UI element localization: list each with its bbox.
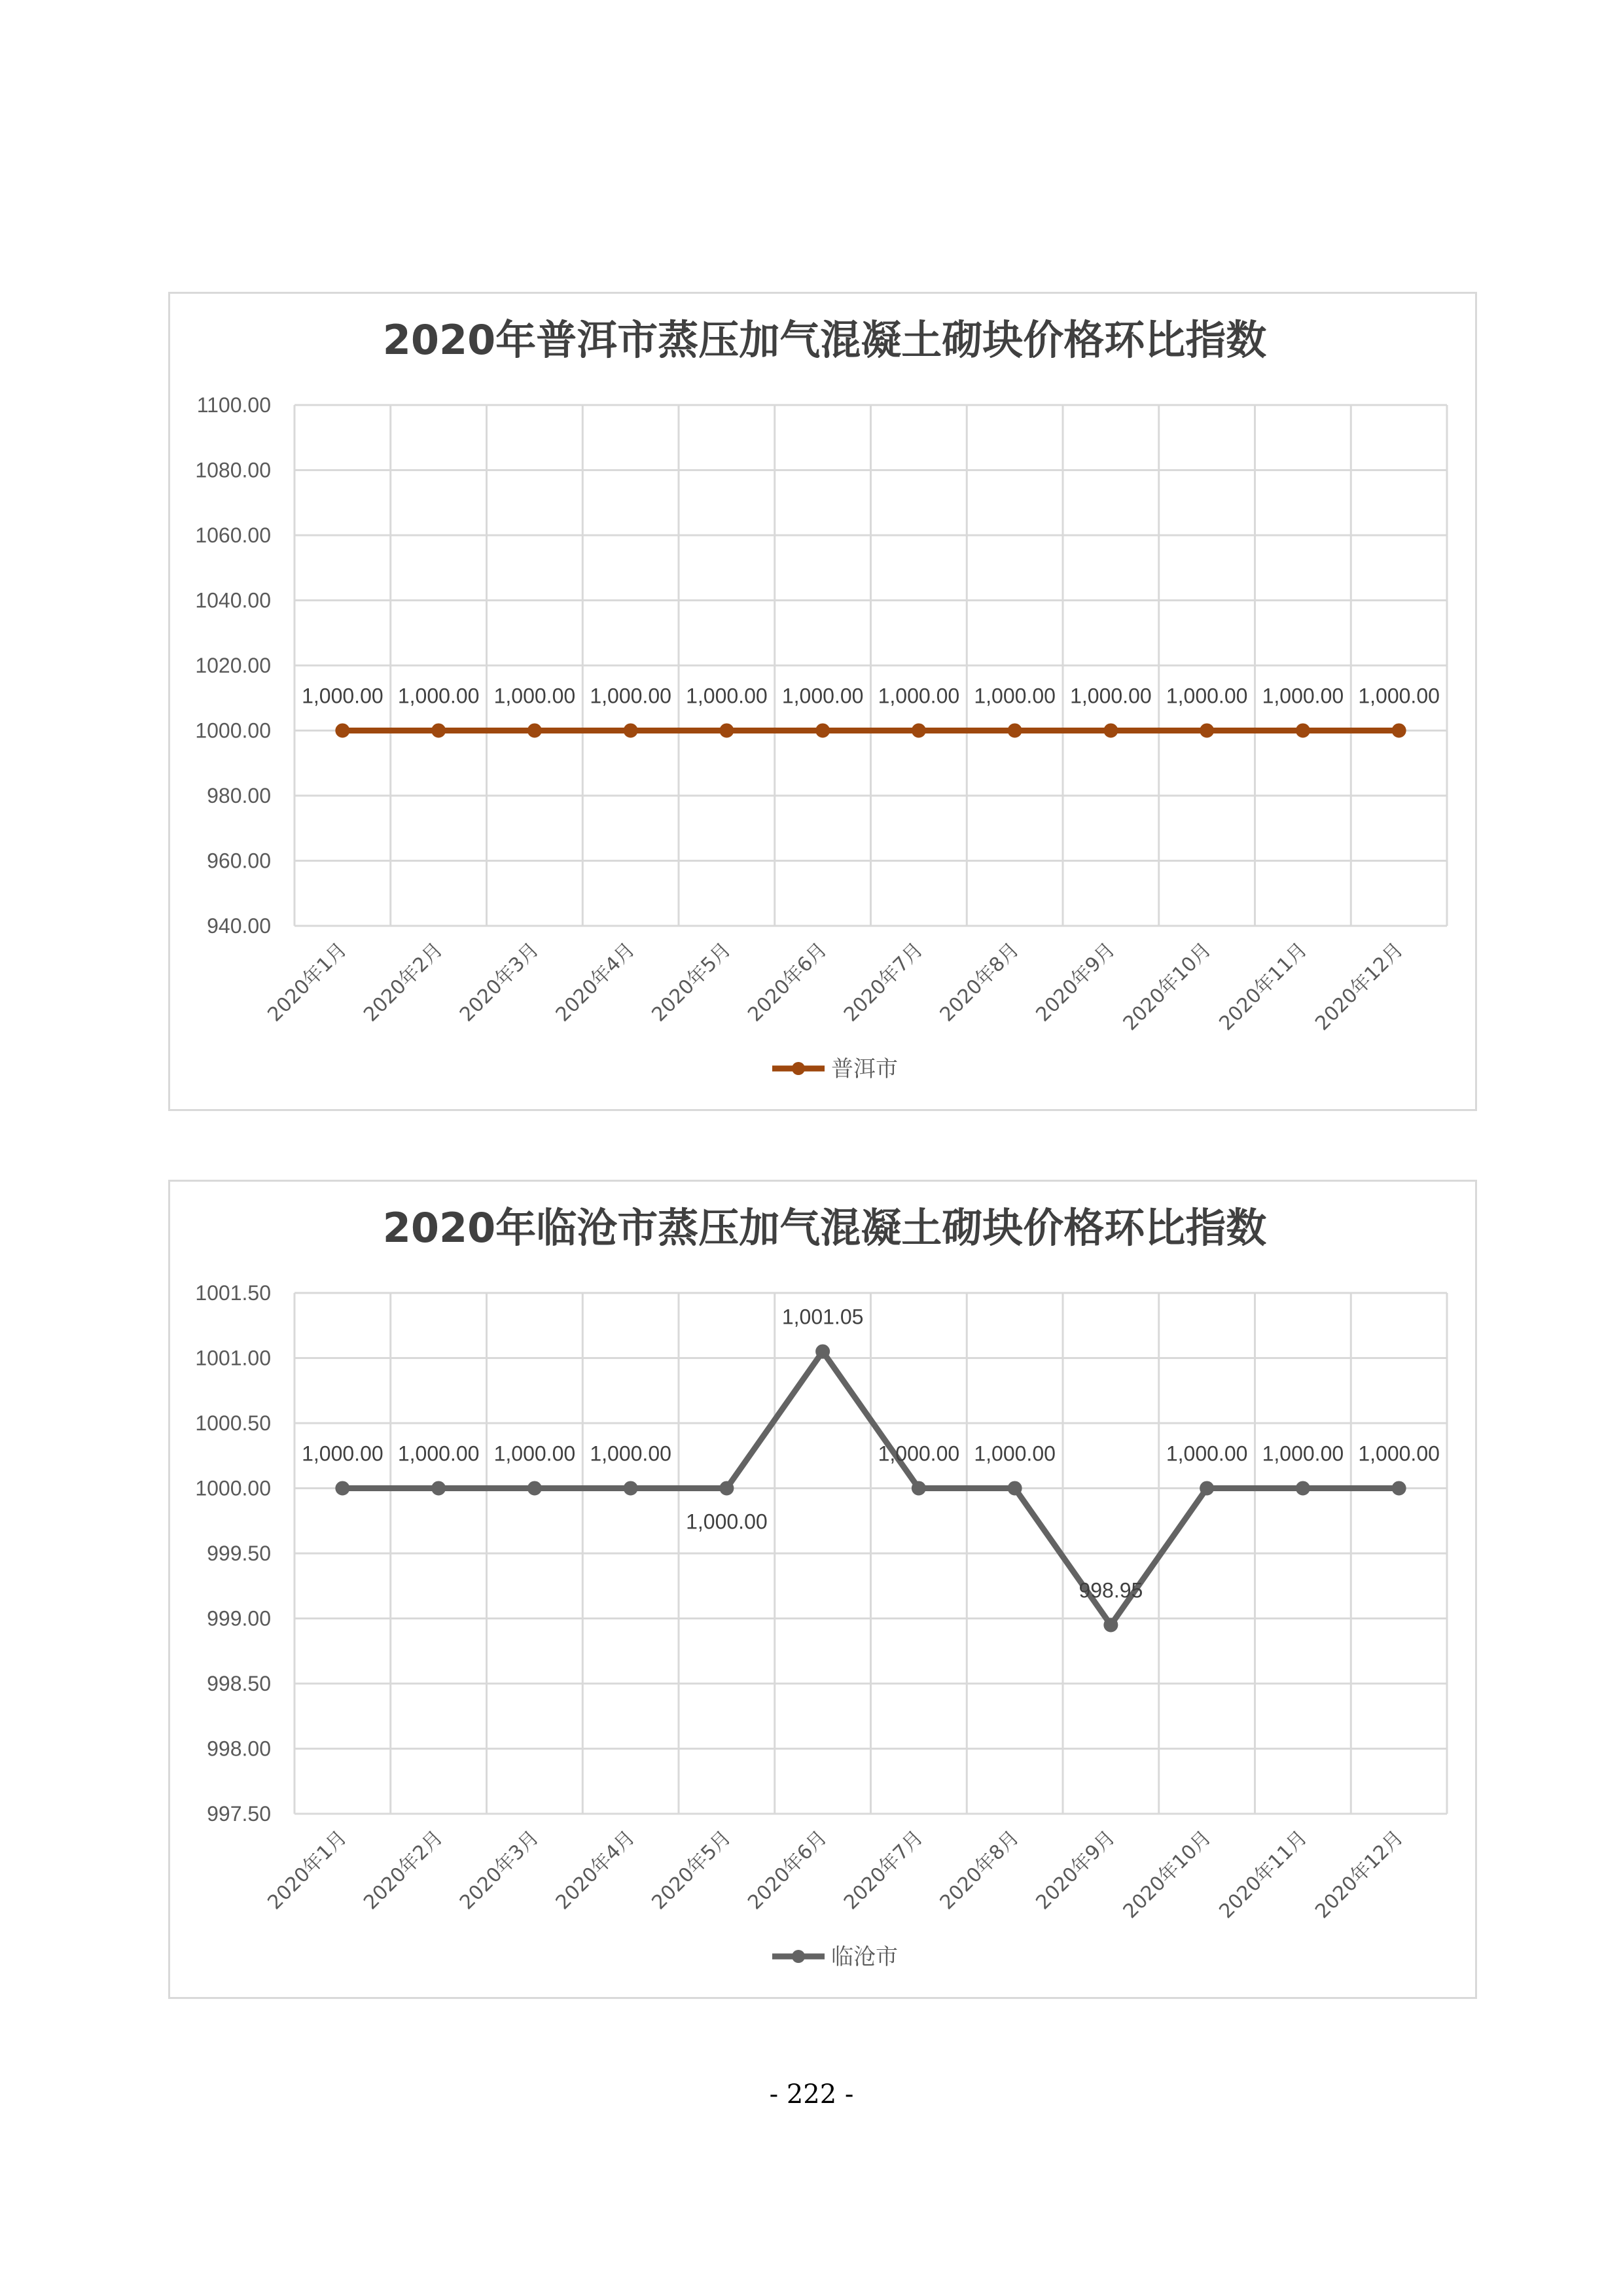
x-tick-label: 2020年2月 bbox=[359, 1826, 448, 1915]
data-point bbox=[432, 724, 445, 737]
data-point bbox=[624, 1482, 637, 1495]
chart-lincang-svg bbox=[170, 1182, 1479, 2001]
x-tick-label: 2020年4月 bbox=[551, 938, 640, 1027]
y-tick-label: 1060.00 bbox=[195, 523, 271, 547]
legend-marker bbox=[792, 1950, 805, 1963]
data-label: 1,000.00 bbox=[686, 684, 768, 708]
data-label: 1,000.00 bbox=[493, 1441, 576, 1466]
data-point bbox=[720, 1482, 733, 1495]
data-point bbox=[528, 1482, 541, 1495]
data-label: 1,000.00 bbox=[302, 1441, 383, 1466]
data-point bbox=[816, 1345, 829, 1358]
data-label: 1,000.00 bbox=[781, 684, 864, 708]
data-point bbox=[1296, 1482, 1310, 1495]
data-label: 1,000.00 bbox=[686, 1510, 768, 1534]
data-label: 1,000.00 bbox=[397, 1441, 480, 1466]
data-label: 1,000.00 bbox=[974, 684, 1056, 708]
data-point bbox=[336, 1482, 349, 1495]
data-label: 1,000.00 bbox=[974, 1441, 1056, 1466]
x-tick-label: 2020年7月 bbox=[839, 1826, 928, 1915]
data-point bbox=[1200, 724, 1213, 737]
data-label: 1,001.05 bbox=[781, 1305, 864, 1329]
y-tick-label: 1100.00 bbox=[196, 393, 271, 417]
x-tick-label: 2020年1月 bbox=[263, 938, 352, 1027]
data-point bbox=[336, 724, 349, 737]
x-tick-label: 2020年6月 bbox=[743, 938, 832, 1027]
x-tick-label: 2020年3月 bbox=[455, 1826, 544, 1915]
page-number: - 222 - bbox=[769, 2079, 854, 2110]
data-point bbox=[1104, 724, 1117, 737]
chart-puer bbox=[168, 292, 1477, 1111]
y-tick-label: 997.50 bbox=[207, 1802, 271, 1826]
x-tick-label: 2020年10月 bbox=[1118, 938, 1216, 1036]
data-label: 1,000.00 bbox=[1070, 684, 1152, 708]
y-tick-label: 1000.00 bbox=[195, 718, 271, 743]
y-tick-label: 1001.50 bbox=[195, 1281, 271, 1305]
x-tick-label: 2020年12月 bbox=[1311, 938, 1408, 1036]
legend-label: 临沧市 bbox=[831, 1944, 898, 1970]
data-label: 1,000.00 bbox=[878, 1441, 960, 1466]
y-tick-label: 999.00 bbox=[207, 1606, 271, 1631]
legend-marker bbox=[792, 1062, 805, 1075]
x-tick-label: 2020年7月 bbox=[839, 938, 928, 1027]
data-label: 1,000.00 bbox=[1262, 1441, 1344, 1466]
x-tick-label: 2020年9月 bbox=[1031, 938, 1120, 1027]
x-tick-label: 2020年2月 bbox=[359, 938, 448, 1027]
y-tick-label: 940.00 bbox=[207, 914, 271, 938]
x-tick-label: 2020年6月 bbox=[743, 1826, 832, 1915]
y-tick-label: 1040.00 bbox=[195, 588, 271, 612]
data-label: 998.95 bbox=[1079, 1578, 1143, 1602]
x-tick-label: 2020年5月 bbox=[647, 938, 736, 1027]
x-tick-label: 2020年5月 bbox=[647, 1826, 736, 1915]
chart-puer-svg bbox=[170, 294, 1479, 1113]
data-point bbox=[1008, 724, 1022, 737]
data-label: 1,000.00 bbox=[493, 684, 576, 708]
x-tick-label: 2020年10月 bbox=[1118, 1826, 1216, 1924]
x-tick-label: 2020年8月 bbox=[935, 1826, 1024, 1915]
data-point bbox=[1393, 724, 1406, 737]
x-tick-label: 2020年8月 bbox=[935, 938, 1024, 1027]
chart-lincang bbox=[168, 1180, 1477, 1999]
x-tick-label: 2020年4月 bbox=[551, 1826, 640, 1915]
data-point bbox=[816, 724, 829, 737]
x-tick-label: 2020年1月 bbox=[263, 1826, 352, 1915]
x-tick-label: 2020年12月 bbox=[1311, 1826, 1408, 1924]
data-point bbox=[1200, 1482, 1213, 1495]
data-label: 1,000.00 bbox=[590, 1441, 671, 1466]
data-label: 1,000.00 bbox=[590, 684, 671, 708]
data-point bbox=[1296, 724, 1310, 737]
y-tick-label: 1020.00 bbox=[195, 654, 271, 677]
data-point bbox=[1008, 1482, 1022, 1495]
y-tick-label: 998.50 bbox=[207, 1672, 271, 1695]
x-tick-label: 2020年3月 bbox=[455, 938, 544, 1027]
chart-title: 2020年临沧市蒸压加气混凝土砌块价格环比指数 bbox=[382, 1204, 1267, 1252]
data-point bbox=[912, 724, 925, 737]
data-point bbox=[1104, 1618, 1117, 1631]
data-point bbox=[528, 724, 541, 737]
data-label: 1,000.00 bbox=[1358, 1441, 1440, 1466]
x-tick-label: 2020年9月 bbox=[1031, 1826, 1120, 1915]
data-point bbox=[720, 724, 733, 737]
x-tick-label: 2020年11月 bbox=[1215, 1826, 1312, 1924]
data-label: 1,000.00 bbox=[1166, 684, 1248, 708]
data-label: 1,000.00 bbox=[397, 684, 480, 708]
data-label: 1,000.00 bbox=[1262, 684, 1344, 708]
y-tick-label: 1000.50 bbox=[195, 1411, 271, 1435]
y-tick-label: 999.50 bbox=[207, 1542, 271, 1565]
data-point bbox=[1393, 1482, 1406, 1495]
data-label: 1,000.00 bbox=[878, 684, 960, 708]
legend-label: 普洱市 bbox=[831, 1056, 898, 1082]
data-label: 1,000.00 bbox=[1166, 1441, 1248, 1466]
data-point bbox=[624, 724, 637, 737]
x-tick-label: 2020年11月 bbox=[1215, 938, 1312, 1036]
y-tick-label: 980.00 bbox=[207, 784, 271, 807]
chart-title: 2020年普洱市蒸压加气混凝土砌块价格环比指数 bbox=[382, 316, 1267, 364]
y-tick-label: 1001.00 bbox=[195, 1346, 271, 1370]
y-tick-label: 1000.00 bbox=[195, 1476, 271, 1500]
data-point bbox=[432, 1482, 445, 1495]
y-tick-label: 1080.00 bbox=[195, 458, 271, 482]
data-label: 1,000.00 bbox=[1358, 684, 1440, 708]
y-tick-label: 998.00 bbox=[207, 1737, 271, 1761]
data-point bbox=[912, 1482, 925, 1495]
y-tick-label: 960.00 bbox=[207, 849, 271, 873]
data-label: 1,000.00 bbox=[302, 684, 383, 708]
